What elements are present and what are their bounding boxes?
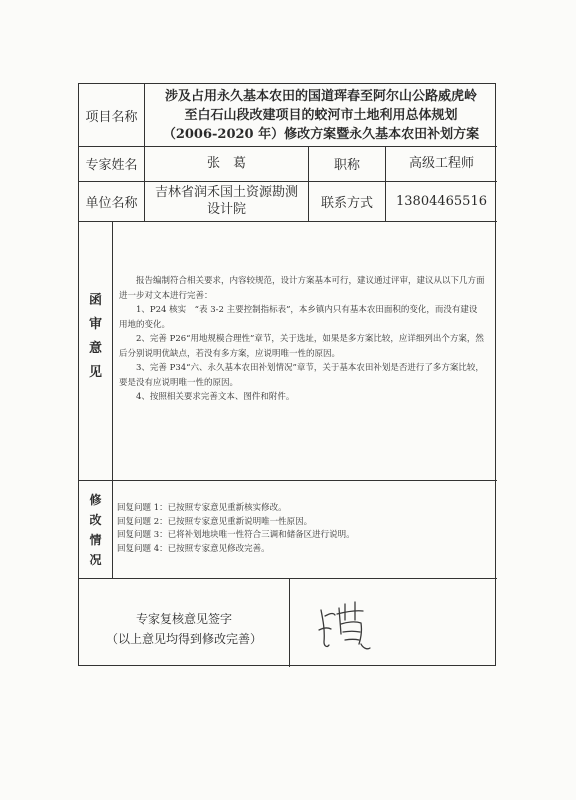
opinion-label	[79, 289, 112, 385]
review-form	[78, 83, 496, 666]
unit-name-line: 吉林省润禾国土资源勘测	[154, 185, 298, 200]
signature-image	[315, 590, 375, 660]
signature-label	[79, 609, 289, 649]
opinion-paragraph: 2、完善 P26“用地规模合理性”章节，关于选址，如果是多方案比较，应详细列出个方案，然后分别说明优缺点，若没有多方案，应说明唯一性的原因。	[119, 334, 484, 359]
revision-label-char: 况	[89, 553, 102, 567]
opinion-label-char: 见	[88, 365, 102, 380]
signature-label-line: （以上意见均得到修改完善）	[105, 632, 262, 646]
replies-body	[117, 502, 487, 556]
reply-item: 回复问题 2：已按照专家意见重新说明唯一性原因。	[117, 516, 313, 527]
unit-name-value	[145, 181, 308, 221]
unit-name-line: 设计院	[206, 202, 246, 217]
opinion-paragraph: 报告编制符合相关要求，内容较规范，设计方案基本可行，建议通过评审，建议从以下几方面进一步对文本进行完善：	[119, 276, 485, 301]
reply-item: 回复问题 3：已将补划地块唯一性符合三调和储备区进行说明。	[117, 530, 355, 540]
reply-item: 回复问题 4：已按照专家意见修改完善。	[117, 543, 270, 554]
opinion-label-char: 意	[88, 341, 102, 356]
revision-label-char: 改	[89, 513, 102, 527]
project-name-line: 涉及占用永久基本农田的国道珲春至阿尔山公路威虎岭	[164, 88, 477, 104]
expert-name-label: 专家姓名	[85, 158, 138, 173]
project-name-line: （2006-2020 年）修改方案暨永久基本农田补划方案	[162, 126, 480, 142]
project-name-label: 项目名称	[85, 109, 138, 125]
reply-item: 回复问题 1：已按照专家意见重新核实修改。	[117, 503, 287, 513]
job-title-label: 职称	[333, 158, 360, 173]
revision-label	[79, 490, 112, 570]
contact-value: 13804465516	[396, 193, 487, 209]
opinion-label-char: 函	[88, 293, 102, 308]
opinion-paragraph: 4、按照相关要求完善文本、图件和附件。	[136, 392, 295, 402]
contact-label: 联系方式	[320, 195, 373, 211]
handwritten-signature	[315, 590, 375, 660]
job-title-value: 高级工程师	[408, 156, 474, 171]
unit-name-label: 单位名称	[85, 195, 138, 211]
revision-label-char: 情	[89, 533, 102, 547]
signature-label-line: 专家复核意见签字	[135, 612, 232, 626]
project-name-value	[145, 84, 497, 146]
project-name-line: 至白石山段改建项目的蛟河市土地利用总体规划	[184, 107, 458, 123]
expert-name-value: 张 葛	[206, 156, 246, 171]
opinion-paragraph: 3、完善 P34“六、永久基本农田补划情况”章节，关于基本农田补划是否进行了多方案比较，要是没有应说明唯一性的原因。	[119, 363, 484, 388]
revision-label-char: 修	[89, 493, 102, 507]
opinion-paragraph: 1、P24 核实 “表 3-2 主要控制指标表”，本乡镇内只有基本农田面积的变化，而没有建设用地的变化。	[119, 305, 478, 330]
opinion-label-char: 审	[88, 317, 102, 332]
opinion-body	[119, 274, 485, 405]
